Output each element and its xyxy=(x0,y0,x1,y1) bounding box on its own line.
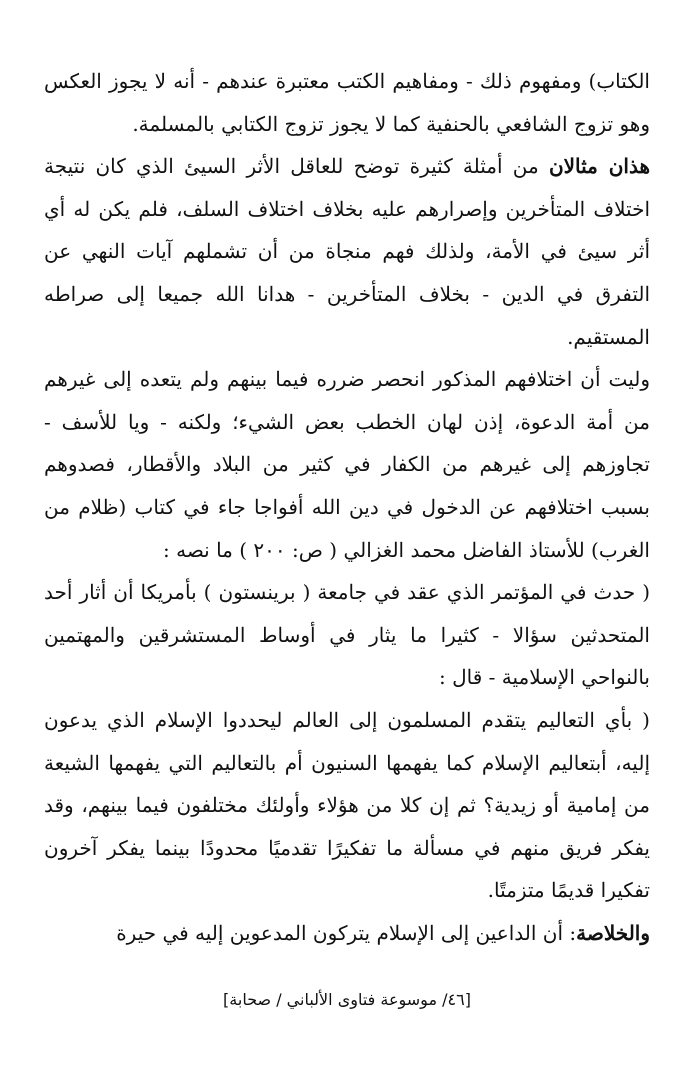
paragraph-6-lead: والخلاصة xyxy=(576,920,650,945)
paragraph-4-text: ( حدث في المؤتمر الذي عقد في جامعة ( برينستون ) بأمريكا أن أثار أحد المتحدثين سؤالا - كثيرا ما يثار في أوساط المستشرقين والمهتمين بالنواحي الإسلامية - قال : xyxy=(44,580,650,690)
paragraph-5-text: ( بأي التعاليم يتقدم المسلمون إلى العالم ليحددوا الإسلام الذي يدعون إليه، أبتعاليم الإسلام كما يفهمها السنيون أم بالتعاليم التي يفهمها الشيعة من إمامية أو زيدية؟ ثم إن كلا من هؤلاء وأولئك مختلفون فيما بينهم، وقد يفكر فريق منهم في مسألة ما تفكيرًا تقدميًا محدودًا بينما يفكر آخرون تفكيرا قديمًا متزمتًا. xyxy=(44,707,650,903)
paragraph-4 xyxy=(44,571,650,699)
paragraph-3-text: وليت أن اختلافهم المذكور انحصر ضرره فيما بينهم ولم يتعده إلى غيرهم من أمة الدعوة، إذن لهان الخطب بعض الشيء؛ ولكنه - ويا للأسف - تجاوزهم إلى غيرهم من الكفار في كثير من البلاد والأقطار، فصدوهم بسبب اختلافهم عن الدخول في دين الله أفواجا جاء في كتاب (ظلام من الغرب) للأستاذ الفاضل محمد الغزالي ( ص: ٢٠٠ ) ما نصه : xyxy=(44,367,650,562)
paragraph-2-lead: هذان مثالان xyxy=(548,154,650,179)
paragraph-2-text: من أمثلة كثيرة توضح للعاقل الأثر السيئ الذي كان نتيجة اختلاف المتأخرين وإصرارهم عليه بخلاف اختلاف السلف، فلم يكن له أي أثر سيئ في الأمة، ولذلك فهم منجاة من أن تشملهم آيات النهي عن التفرق في الدين - بخلاف المتأخرين - هدانا الله جميعا إلى صراطه المستقيم. xyxy=(44,154,650,349)
paragraph-6-text: : أن الداعين إلى الإسلام يتركون المدعوين إليه في حيرة xyxy=(116,920,577,945)
paragraph-6 xyxy=(44,912,650,955)
paragraph-1-text: الكتاب) ومفهوم ذلك - ومفاهيم الكتب معتبرة عندهم - أنه لا يجوز العكس وهو تزوج الشافعي بالحنفية كما لا يجوز تزوج الكتابي بالمسلمة. xyxy=(44,69,650,136)
paragraph-1 xyxy=(44,60,650,145)
page-footer: [٤٦/ موسوعة فتاوى الألباني / صحابة] xyxy=(223,990,471,1009)
paragraph-3 xyxy=(44,358,650,571)
paragraph-2 xyxy=(44,145,650,358)
paragraph-5 xyxy=(44,699,650,912)
